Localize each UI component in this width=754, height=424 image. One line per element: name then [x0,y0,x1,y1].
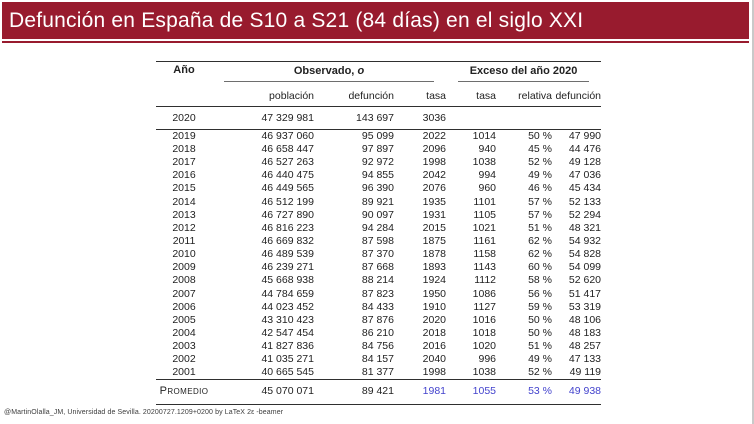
table-cell [446,107,496,130]
table-cell: 90 097 [361,208,394,221]
table-cell: 47 133 [568,353,602,366]
table-cell: 52 % [528,156,553,169]
table-cell: 56 % [528,287,553,300]
table-cell: 1101 [473,195,497,208]
summary-label: Promedio [156,379,212,404]
table-cell: 1014 [472,130,497,143]
table-cell: 1018 [472,326,497,339]
table-cell: 84 157 [361,353,394,366]
table-cell: 87 668 [361,261,394,274]
table-cell: 45 434 [568,182,602,195]
table-cell: 1161 [473,234,497,247]
table-cell: 994 [478,169,497,182]
table-cell: 41 035 271 [261,353,314,366]
table-cell: 2076 [422,182,447,195]
table-cell: 1112 [474,274,497,287]
table-row [156,366,601,379]
table-row [156,235,601,248]
table-cell: 59 % [528,300,553,313]
table-cell: 81 377 [361,366,394,379]
table-cell: 1878 [422,248,447,261]
table-cell: 86 210 [361,326,394,339]
summary-cell: 89 421 [314,379,394,404]
summary-row [156,379,601,404]
table-cell: 996 [478,353,497,366]
table-cell: 45 % [528,142,553,155]
table-row [156,107,601,130]
column-header: tasa [394,86,446,107]
table-cell: 52 294 [568,208,602,221]
table-cell: 2002 [172,353,196,366]
table-cell: 1950 [422,287,447,300]
table-cell: 1924 [422,274,447,287]
table-cell: 54 099 [568,261,602,274]
table-row [156,353,601,366]
table-row [156,327,601,340]
table-cell: 1158 [473,248,497,261]
table-cell: 2007 [172,287,196,300]
table-cell: 47 990 [568,130,602,143]
table-cell: 46 % [528,182,553,195]
table-cell: 2001 [172,366,196,379]
table-cell: 46 816 223 [261,221,314,234]
table-cell: 47 036 [568,169,602,182]
table-head [156,62,601,107]
table-cell: 49 119 [569,366,602,379]
table-cell: 49 % [528,353,553,366]
table-cell: 51 % [528,221,553,234]
table-cell: 46 669 832 [261,234,314,247]
table-cell: 48 106 [568,313,602,326]
table-cell: 1086 [472,287,497,300]
sub-header-row [156,86,601,107]
table-row [156,287,601,300]
table-cell: 940 [478,142,497,155]
table-cell: 48 183 [568,326,602,339]
table-row [156,182,601,195]
table-cell: 1038 [472,156,497,169]
table-row [156,313,601,326]
table-cell: 2019 [172,130,196,143]
table-cell: 1143 [473,261,497,274]
table-cell: 2020 [422,313,447,326]
table-cell: 50 % [528,326,553,339]
table-cell: 2009 [172,261,196,274]
table-cell: 2013 [172,208,196,221]
table-cell: 44 476 [568,142,602,155]
table-cell: 2017 [172,156,196,169]
table-cell: 143 697 [314,107,394,130]
table-cell: 89 921 [361,195,394,208]
summary-cell: 53 % [496,379,552,404]
table-cell: 62 % [528,248,553,261]
table-cell: 2004 [172,326,196,339]
footer-credit: @MartinOlalla_JM, Universidad de Sevilla. 20200727.1209+0200 by LaTeX 2ε -beamer [4,409,284,416]
table-cell: 87 876 [361,313,394,326]
table-row [156,340,601,353]
table-cell: 1021 [472,221,497,234]
table-row [156,195,601,208]
table-cell [552,107,601,130]
table-cell: 2040 [422,353,447,366]
table-cell: 2011 [172,234,196,247]
table-cell: 49 % [528,169,553,182]
table-cell: 87 823 [361,287,394,300]
summary-cell: 49 938 [552,379,601,404]
table-cell: 48 257 [568,340,602,353]
table-cell: 2016 [172,169,196,182]
table-cell: 1998 [422,156,447,169]
table-cell: 84 433 [361,300,394,313]
table-cell: 58 % [528,274,553,287]
table-cell: 46 449 565 [261,182,314,195]
table-cell: 44 784 659 [261,287,314,300]
table-cell: 53 319 [568,300,602,313]
table-cell: 1935 [422,195,447,208]
table-cell: 2015 [422,221,447,234]
column-header: relativa [496,86,552,107]
table-cell: 2015 [172,182,196,195]
title-underline [2,41,749,43]
column-group-header: Exceso del año 2020 [446,62,601,86]
table-cell: 2008 [172,274,196,287]
summary-cell: 45 070 071 [212,379,314,404]
table-cell: 95 099 [361,130,394,143]
table-cell: 2003 [172,340,196,353]
table-cell: 46 527 263 [261,156,314,169]
table-cell: 94 284 [361,221,394,234]
table-cell: 46 512 199 [261,195,314,208]
table-cell: 1016 [472,313,497,326]
table-cell: 1893 [422,261,447,274]
table-cell: 46 727 890 [261,208,314,221]
table-cell: 54 932 [568,234,602,247]
table-cell: 42 547 454 [261,326,314,339]
table-cell: 62 % [528,234,553,247]
column-header: defunción [314,86,394,107]
table-cell: 1020 [472,340,497,353]
table-cell: 87 598 [361,234,394,247]
table-cell: 2018 [422,326,447,339]
table-cell: 2006 [172,300,196,313]
table-cell: 2022 [422,130,447,143]
table-row [156,300,601,313]
table-cell: 2016 [422,340,447,353]
group-header-row [156,62,601,86]
table-cell: 46 440 475 [261,169,314,182]
table-cell: 97 897 [361,142,394,155]
table-cell: 1127 [473,300,497,313]
table-cell: 96 390 [361,182,394,195]
table-cell: 1910 [422,300,447,313]
table-cell: 2018 [172,142,196,155]
table-cell: 41 827 836 [261,340,314,353]
table-cell: 47 329 981 [212,107,314,130]
table-cell: 2010 [172,248,196,261]
table-cell: 88 214 [361,274,394,287]
table-cell: 52 620 [568,274,602,287]
table-row [156,261,601,274]
table-cell: 52 % [528,366,553,379]
table-cell: 2012 [172,221,196,234]
table-row [156,130,601,143]
table-cell: 1931 [422,208,447,221]
title-banner [2,2,749,39]
table-cell: 92 972 [361,156,394,169]
table-row [156,248,601,261]
table-cell: 2005 [172,313,196,326]
table-cell: 3036 [394,107,446,130]
table-cell: 44 023 452 [261,300,314,313]
table-row [156,156,601,169]
table-cell: 960 [478,182,497,195]
table-row [156,221,601,234]
table-cell: 52 133 [568,195,602,208]
table-row [156,169,601,182]
table-cell: 1998 [422,366,447,379]
table-body [156,107,601,405]
table-cell: 57 % [528,195,553,208]
table-row [156,208,601,221]
table-cell: 49 128 [568,156,602,169]
table-cell: 2042 [422,169,447,182]
table-cell: 57 % [528,208,553,221]
column-header: defunción [552,86,601,107]
table-cell: 46 489 539 [261,248,314,261]
table-cell: 2020 [156,107,212,130]
table-cell: 2014 [172,195,196,208]
column-header [156,86,212,107]
column-header: tasa [446,86,496,107]
table-cell: 54 828 [568,248,602,261]
mortality-table-container [156,61,601,405]
table-cell: 51 417 [568,287,602,300]
slide-title: Defunción en España de S10 a S21 (84 días) en el siglo XXI [9,9,584,32]
column-group-header: Año [156,62,212,86]
table-cell: 1875 [422,234,447,247]
table-cell: 46 239 271 [261,261,314,274]
table-cell: 43 310 423 [261,313,314,326]
table-cell: 84 756 [361,340,394,353]
table-row [156,143,601,156]
table-cell: 50 % [528,130,553,143]
data-table [156,61,601,405]
table-cell: 60 % [528,261,553,274]
table-cell [496,107,552,130]
table-cell: 46 937 060 [261,130,314,143]
table-cell: 94 855 [361,169,394,182]
table-cell: 51 % [528,340,553,353]
table-cell: 48 321 [568,221,602,234]
table-cell: 46 658 447 [261,142,314,155]
summary-cell: 1981 [394,379,446,404]
column-group-header: Observado, o [212,62,446,86]
column-header: población [212,86,314,107]
summary-cell: 1055 [446,379,496,404]
table-cell: 2096 [422,142,447,155]
table-cell: 1038 [472,366,497,379]
table-cell: 1105 [473,208,497,221]
table-cell: 45 668 938 [261,274,314,287]
table-cell: 40 665 545 [261,366,314,379]
table-cell: 87 370 [361,248,394,261]
table-row [156,274,601,287]
table-cell: 50 % [528,313,553,326]
